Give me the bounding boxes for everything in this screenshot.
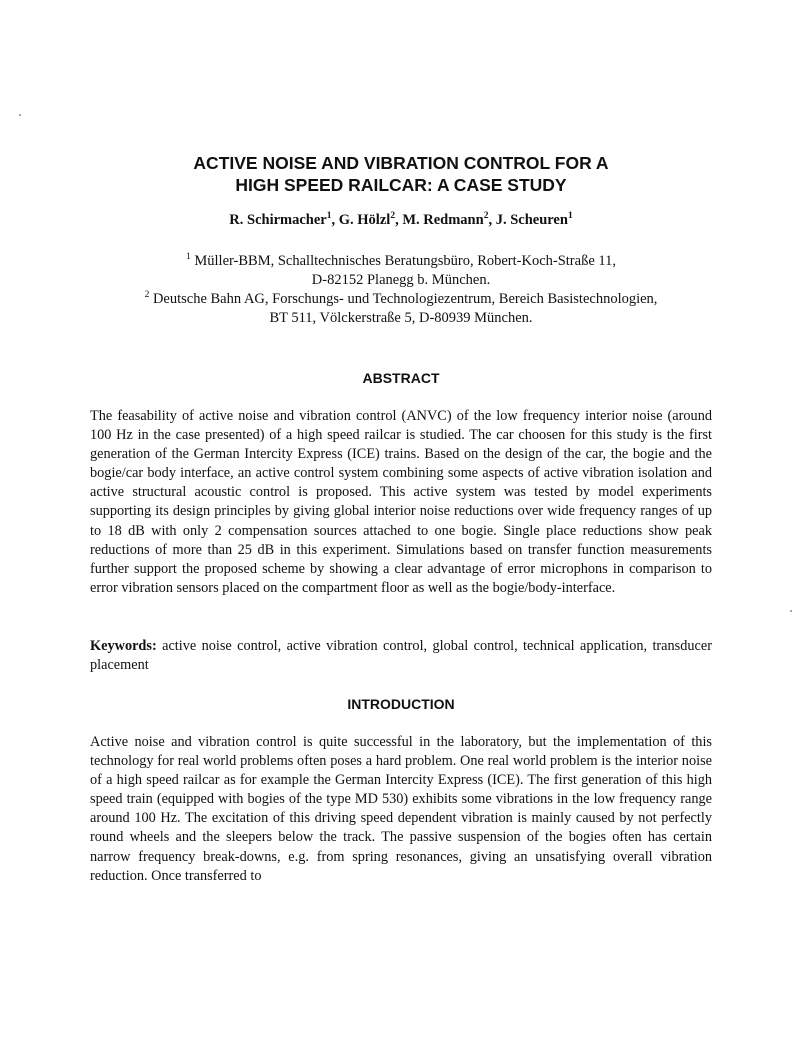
affiliation-2 bbox=[0, 290, 802, 328]
affiliation-text: Deutsche Bahn AG, Forschungs- und Technologiezentrum, Bereich Basistechnologien, bbox=[152, 291, 658, 307]
author-affiliation-mark: 2 bbox=[390, 211, 396, 222]
scan-speck bbox=[19, 114, 21, 116]
scan-speck bbox=[790, 610, 792, 612]
affiliation-line bbox=[0, 252, 802, 271]
affiliation-line: D-82152 Planegg b. München. bbox=[311, 272, 491, 288]
author-affiliation-mark: 1 bbox=[326, 211, 332, 222]
keywords-text: active noise control, active vibration control, global control, technical application, transducer placement bbox=[90, 638, 712, 674]
affiliation-1 bbox=[0, 252, 802, 290]
author-name: G. Hölzl bbox=[338, 212, 391, 228]
author-list: R. Schirmacher$^1$, G. Hölzl$^2$, M. Redmann$^2$, J. Scheuren$^1$ bbox=[229, 211, 573, 228]
author-name: J. Scheuren bbox=[495, 212, 568, 228]
keywords-label: Keywords: bbox=[90, 638, 157, 654]
abstract-heading: ABSTRACT bbox=[362, 370, 440, 386]
author-name: R. Schirmacher bbox=[229, 212, 327, 228]
paper-title-line-1: ACTIVE NOISE AND VIBRATION CONTROL FOR A bbox=[193, 153, 609, 173]
affiliation-mark: 1 bbox=[186, 252, 191, 263]
introduction-text: Active noise and vibration control is quite successful in the laboratory, but the implementation of this technology for real world problems often poses a hard problem. One real world problem is the interior noise of a high speed railcar as for example the German Intercity Express (ICE). The first generation of this high speed train (equipped with bogies of the type MD 530) exhibits some vibrations in the low frequency range around 100 Hz. The excitation of this driving speed dependent vibration is mainly caused by not perfectly round wheels and the sleepers below the track. The passive suspension of the bogies often has certain narrow frequency break-downs, e.g. from spring resonances, giving an unsatisfying overall vibration reduction. Once transferred to bbox=[90, 734, 712, 884]
affiliation-line: BT 511, Völckerstraße 5, D-80939 München. bbox=[269, 310, 533, 326]
keywords-paragraph bbox=[90, 637, 712, 675]
affiliation-mark: 2 bbox=[144, 290, 150, 301]
introduction-heading: INTRODUCTION bbox=[347, 696, 455, 712]
author-name: M. Redmann bbox=[402, 212, 484, 228]
affiliation-line bbox=[0, 290, 802, 309]
abstract-text: The feasability of active noise and vibration control (ANVC) of the low frequency interior noise (around 100 Hz in the case presented) of a high speed railcar is studied. The car choosen for this study is the first generation of the German Intercity Express (ICE) trains. Based on the design of the car, the bogie and the bogie/car body interface, an active control system combining some aspects of active vibration isolation and active structural acoustic control is proposed. This active system was tested by model experiments supporting its design principles by giving global interior noise reductions over wide frequency ranges of up to 18 dB with only 2 compensation sources attached to one bogie. Single place reductions show peak reductions of more than 25 dB in this experiment. Simulations based on transfer function measurements further support the proposed scheme by showing a clear advantage of error microphons in comparison to error vibration sensors placed on the compartment floor as well as the bogie/body-interface. bbox=[90, 408, 712, 596]
affiliation-text: Müller-BBM, Schalltechnisches Beratungsbüro, Robert-Koch-Straße 11, bbox=[194, 253, 616, 269]
paper-title-line-2: HIGH SPEED RAILCAR: A CASE STUDY bbox=[235, 175, 567, 195]
author-affiliation-mark: 1 bbox=[567, 211, 573, 222]
author-affiliation-mark: 2 bbox=[483, 211, 489, 222]
